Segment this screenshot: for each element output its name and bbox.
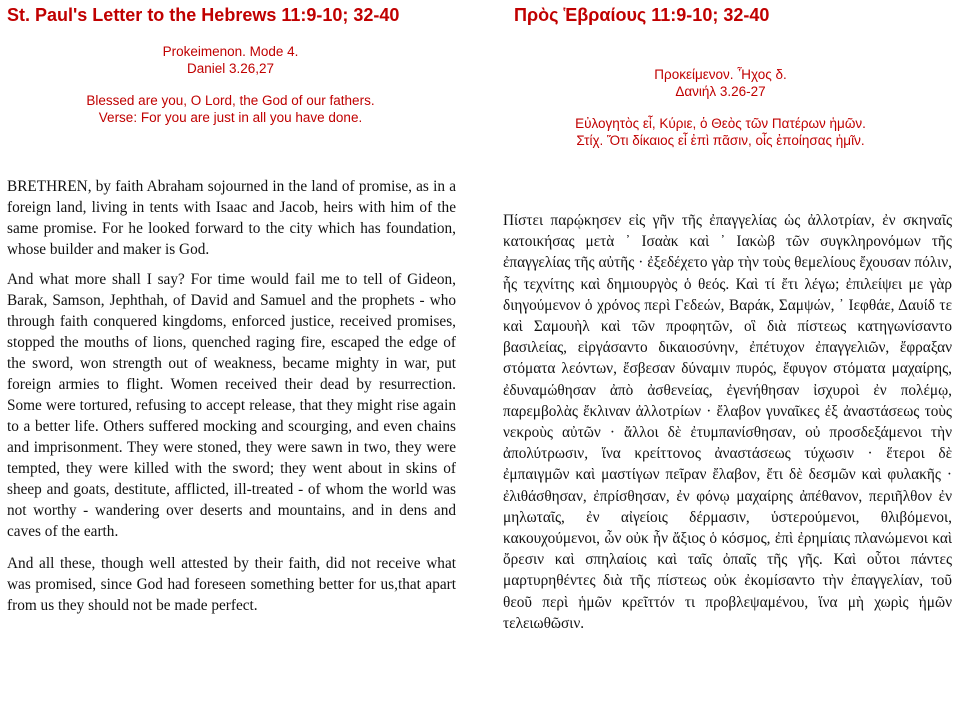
greek-epistle-text [503, 210, 952, 634]
greek-prokeimenon-stichos: Στίχ. Ὅτι δίκαιος εἶ ἐπὶ πᾶσιν, οἷς ἐποίησας ἡμῖν. [576, 132, 865, 148]
english-prokeimenon-stichos: Verse: For you are just in all you have done. [98, 109, 363, 125]
greek-prokeimenon-verse: Εὐλογητὸς εἶ, Κύριε, ὁ Θεὸς τῶν Πατέρων ἡμῶν. [575, 116, 866, 131]
greek-prokeimenon-reference: Δανιήλ 3.26-27 [675, 83, 766, 99]
english-prokeimenon-verse: Blessed are you, O Lord, the God of our fathers. [86, 93, 375, 108]
greek-prokeimenon [488, 67, 953, 149]
english-prokeimenon [14, 44, 447, 126]
english-paragraph-1: BRETHREN, by faith Abraham sojourned in the land of promise, as in a foreign land, living in tents with Isaac and Jacob, heirs with him of the same promise. For he looked forward to the city which has foundation, whose builder and maker is God. [7, 178, 456, 258]
english-epistle-text [7, 176, 456, 616]
english-prokeimenon-reference: Daniel 3.26,27 [186, 60, 275, 76]
english-paragraph-3: And all these, though well attested by their faith, did not receive what was promised, since God had foreseen something better for us,that apart from us they should not be made perfect. [7, 555, 456, 614]
greek-prokeimenon-heading: Προκείμενον. Ἦχος δ. [654, 67, 787, 82]
greek-paragraph: Πίστει παρῴκησεν εἰς γῆν τῆς ἐπαγγελίας ὡς ἀλλοτρίαν, ἐν σκηναῖς κατοικήσας μετὰ ᾽ Ισαὰκ καὶ ᾽ Ιακὼβ τῶν συγκληρονόμων τῆς ἐπαγγελίας τῆς αὐτῆς · ἐξεδέχετο γὰρ τὴν τοὺς θεμελίους ἔχουσαν πόλιν, ἧς τεχνίτης καὶ δημιουργὸς ὁ θεός. Καὶ τί ἔτι λέγω; ἐπιλείψει με γὰρ διηγούμενον ὁ χρόνος περὶ Γεδεών, Βαράκ, Σαμψών, ᾽ Ιεφθάε, Δαυίδ τε καὶ Σαμουὴλ καὶ τῶν προφητῶν, οἳ διὰ πίστεως κατηγωνίσαντο βασιλείας, εἰργάσαντο δικαιοσύνην, ἐπέτυχον ἐπαγγελιῶν, ἔφραξαν στόματα λεόντων, ἔσβεσαν δύναμιν πυρός, ἔφυγον στόματα μαχαίρης, ἐδυναμώθησαν ἀπὸ ἀσθενείας, ἐγενήθησαν ἰσχυροὶ ἐν πολέμῳ, παρεμβολὰς ἔκλιναν ἀλλοτρίων · ἔλαβον γυναῖκες ἐξ ἀναστάσεως τοὺς νεκροὺς αὐτῶν · ἄλλοι δὲ ἐτυμπανίσθησαν, οὐ προσδεξάμενοι τὴν ἀπολύτρωσιν, ἵνα κρείττονος ἀναστάσεως τύχωσιν · ἕτεροι δὲ ἐμπαιγμῶν καὶ μαστίγων πεῖραν ἔλαβον, ἔτι δὲ δεσμῶν καὶ φυλακῆς · ἐλιθάσθησαν, ἐπρίσθησαν, ἐν φόνῳ μαχαίρης ἀπέθανον, περιῆλθον ἐν μηλωταῖς, ἐν αἰγείοις δέρμασιν, ὑστερούμενοι, θλιβόμενοι, κακουχούμενοι, ὧν οὐκ ἦν ἄξιος ὁ κόσμος, ἐπὶ ἐρημίαις πλανώμενοι καὶ ὄρεσιν καὶ σπηλαίοις καὶ ταῖς ὀπαῖς τῆς γῆς. Καὶ οὗτοι πάντες μαρτυρηθέντες διὰ τῆς πίστεως οὐκ ἐκομίσαντο τὴν ἐπαγγελίαν, τοῦ θεοῦ περὶ ἡμῶν κρεῖττόν τι προβλεψαμένου, ἵνα μὴ χωρὶς ἡμῶν τελειωθῶσιν. [503, 212, 952, 632]
english-paragraph-2: And what more shall I say? For time would fail me to tell of Gideon, Barak, Samson, Jephthah, of David and Samuel and the prophets - who through faith conquered kingdoms, enforced justice, received promises, stopped the mouths of lions, quenched raging fire, escaped the edge of the sword, won strength out of weakness, became mighty in war, put foreign armies to flight. Women received their dead by resurrection. Some were tortured, refusing to accept release, that they might rise again to a better life. Others suffered mocking and scourging, and even chains and imprisonment. They were stoned, they were sawn in two, they were tempted, they were killed with the sword; they went about in skins of sheep and goats, destitute, afflicted, ill-treated - of whom the world was not worthy - wandering over deserts and mountains, and in dens and caves of the earth. [7, 271, 456, 540]
greek-title: Πρὸς Ἑβραίους 11:9-10; 32-40 [514, 5, 770, 25]
english-prokeimenon-heading: Prokeimenon. Mode 4. [162, 44, 299, 59]
english-title: St. Paul's Letter to the Hebrews 11:9-10; 32-40 [7, 5, 400, 25]
